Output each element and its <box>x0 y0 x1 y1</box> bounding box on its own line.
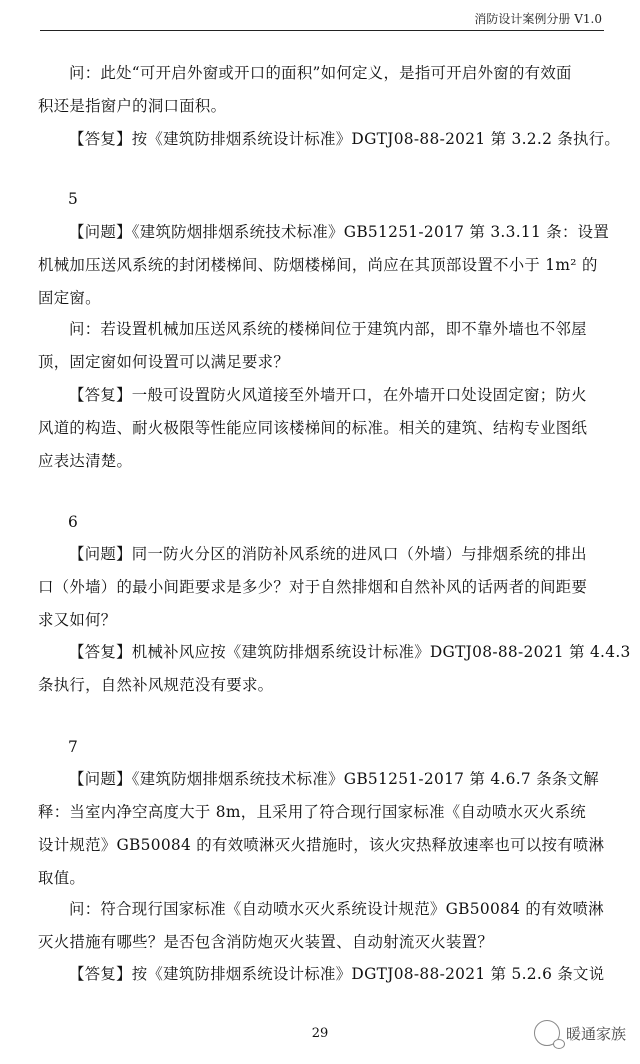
text-line: 风道的构造、耐火极限等性能应同该楼梯间的标准。相关的建筑、结构专业图纸 <box>38 419 588 437</box>
text-line: 问：符合现行国家标准《自动喷水灭火系统设计规范》GB50084 的有效喷淋 <box>69 900 604 918</box>
text-line: 固定窗。 <box>38 289 101 307</box>
header-title: 消防设计案例分册 V1.0 <box>474 12 602 26</box>
text-line: 【答复】一般可设置防火风道接至外墙开口，在外墙开口处设固定窗；防火 <box>69 386 587 404</box>
paragraph-answer <box>38 636 631 702</box>
item-number: 5 <box>68 190 78 208</box>
text-line: 问：此处“可开启外窗或开口的面积”如何定义，是指可开启外窗的有效面 <box>69 64 572 82</box>
page-number: 29 <box>311 1026 329 1041</box>
text-line: 【答复】按《建筑防排烟系统设计标准》DGTJ08-88-2021 第 5.2.6 条文说 <box>69 965 605 983</box>
item-number: 7 <box>68 738 78 756</box>
watermark-text: 暖通家族 <box>565 1024 626 1043</box>
text-line: 【问题】《建筑防烟排烟系统技术标准》GB51251-2017 第 4.6.7 条条文解 <box>69 770 599 788</box>
text-line: 应表达清楚。 <box>38 452 133 470</box>
paragraph-answer <box>38 379 610 478</box>
paragraph-question <box>38 763 610 895</box>
paragraph-question <box>38 216 610 315</box>
text-line: 求又如何？ <box>38 611 117 629</box>
text-line: 【问题】《建筑防烟排烟系统技术标准》GB51251-2017 第 3.3.11 条：设置 <box>69 223 610 241</box>
text-line: 取值。 <box>38 869 86 887</box>
watermark <box>534 1016 626 1050</box>
text-line: 【答复】按《建筑防排烟系统设计标准》DGTJ08-88-2021 第 3.2.2 条执行。 <box>69 130 621 148</box>
text-line: 问：若设置机械加压送风系统的楼梯间位于建筑内部，即不靠外墙也不邻屋 <box>69 320 587 338</box>
text-line: 设计规范》GB50084 的有效喷淋灭火措施时，该火灾热释放速率也可以按有喷淋 <box>38 836 605 854</box>
text-line: 条执行，自然补风规范没有要求。 <box>38 676 274 694</box>
wechat-icon <box>534 1020 560 1046</box>
page-header <box>40 8 604 31</box>
text-line: 【答复】机械补风应按《建筑防排烟系统设计标准》DGTJ08-88-2021 第 4.4.3 <box>69 643 631 661</box>
text-line: 顶，固定窗如何设置可以满足要求？ <box>38 353 290 371</box>
paragraph-question <box>38 57 610 123</box>
text-line: 灭火措施有哪些？是否包含消防炮灭火装置、自动射流灭火装置？ <box>38 933 494 951</box>
paragraph-question <box>38 313 610 379</box>
item-number: 6 <box>68 513 78 531</box>
text-line: 释：当室内净空高度大于 8m，且采用了符合现行国家标准《自动喷水灭火系统 <box>38 803 586 821</box>
text-line: 口（外墙）的最小间距要求是多少？对于自然排烟和自然补风的话两者的间距要 <box>38 578 588 596</box>
paragraph-answer <box>38 958 610 991</box>
paragraph-question <box>38 538 610 637</box>
text-line: 机械加压送风系统的封闭楼梯间、防烟楼梯间，尚应在其顶部设置不小于 1m² 的 <box>38 256 598 274</box>
text-line: 积还是指窗户的洞口面积。 <box>38 97 227 115</box>
text-line: 【问题】同一防火分区的消防补风系统的进风口（外墙）与排烟系统的排出 <box>69 545 587 563</box>
paragraph-question <box>38 893 610 959</box>
paragraph-answer <box>38 123 621 156</box>
